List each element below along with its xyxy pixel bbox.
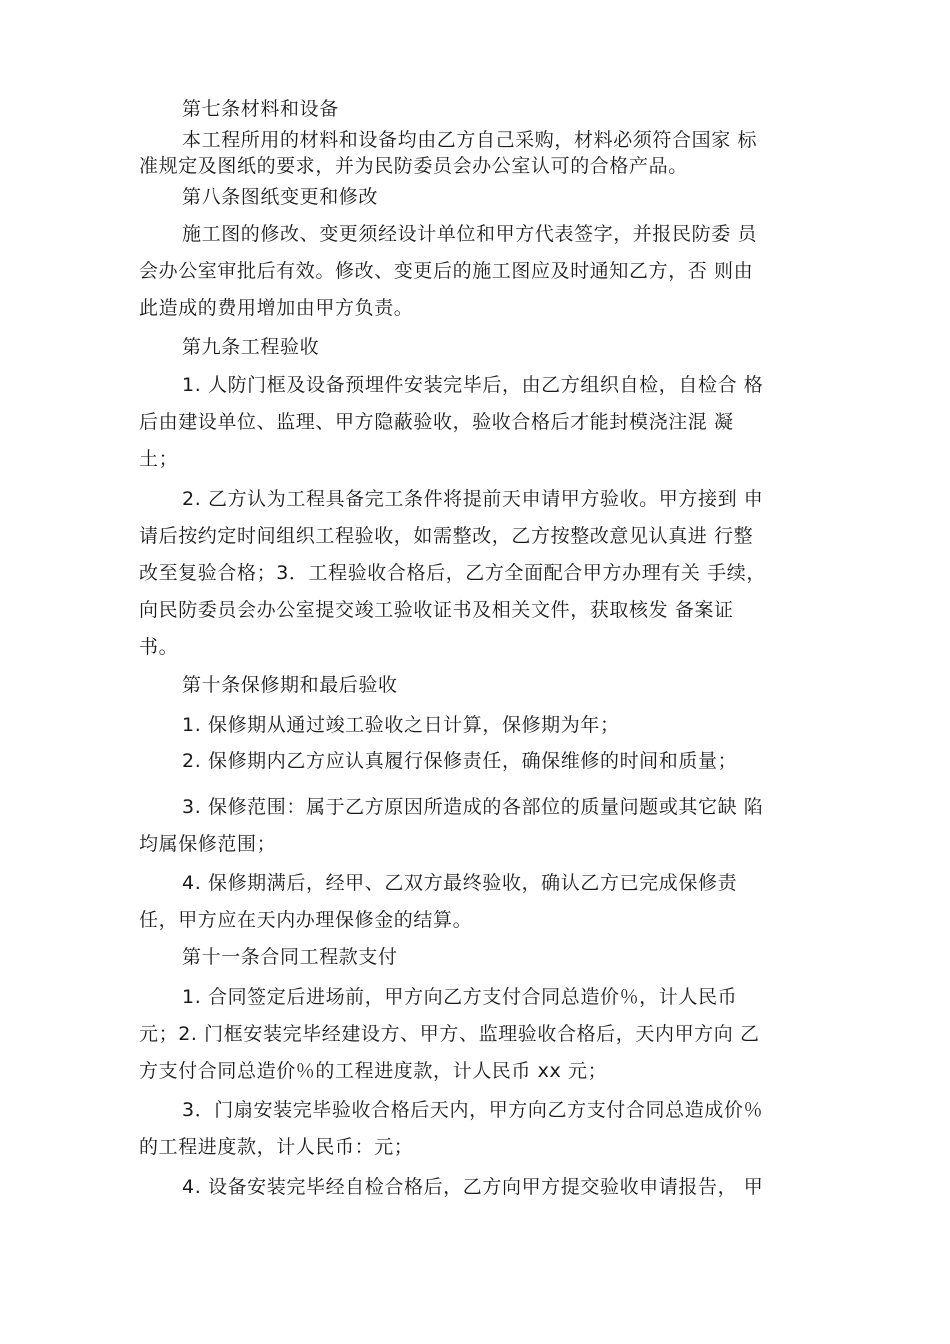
list-item-line: 3. 保修范围：属于乙方原因所造成的各部位的质量问题或其它缺 陷 (182, 796, 764, 818)
heading-article-10: 第十条保修期和最后验收 (182, 674, 398, 696)
list-item-line: 3．门扇安装完毕验收合格后天内，甲方向乙方支付合同总造成价％ (182, 1099, 764, 1121)
heading-article-8: 第八条图纸变更和修改 (182, 186, 379, 208)
list-item-line: 后由建设单位、监理、甲方隐蔽验收，验收合格后才能封模浇注混 凝 (139, 411, 734, 433)
list-item-line: 2. 乙方认为工程具备完工条件将提前天申请甲方验收。甲方接到 申 (182, 488, 764, 510)
list-item-line: 请后按约定时间组织工程验收，如需整改，乙方按整改意见认真进 行整 (139, 525, 754, 547)
list-item-line: 元；2. 门框安装完毕经建设方、甲方、监理验收合格后，天内甲方向 乙 (139, 1023, 760, 1045)
paragraph-line: 本工程所用的材料和设备均由乙方自己采购，材料必须符合国家 标 (182, 129, 758, 151)
list-item-line: 均属保修范围； (139, 833, 277, 855)
heading-article-9: 第九条工程验收 (182, 336, 320, 358)
list-item-line: 4. 设备安装完毕经自检合格后，乙方向甲方提交验收申请报告， 甲 (182, 1176, 764, 1198)
list-item-line: 任，甲方应在天内办理保修金的结算。 (139, 909, 473, 931)
paragraph-line: 准规定及图纸的要求，并为民防委员会办公室认可的合格产品。 (139, 155, 688, 177)
heading-article-7: 第七条材料和设备 (182, 98, 339, 120)
paragraph-line: 会办公室审批后有效。修改、变更后的施工图应及时通知乙方，否 则由 (139, 260, 754, 282)
list-item-line: 4. 保修期满后，经甲、乙双方最终验收，确认乙方已完成保修责 (182, 872, 738, 894)
list-item-line: 向民防委员会办公室提交竣工验收证书及相关文件，获取核发 备案证 (139, 599, 734, 621)
heading-article-11: 第十一条合同工程款支付 (182, 946, 398, 968)
list-item-line: 1. 保修期从通过竣工验收之日计算，保修期为年； (182, 714, 620, 736)
paragraph-line: 此造成的费用增加由甲方负责。 (139, 297, 414, 319)
list-item-line: 方支付合同总造价％的工程进度款，计人民币 xx 元； (139, 1060, 608, 1082)
list-item-line: 书。 (139, 636, 179, 658)
list-item-line: 改至复验合格；3．工程验收合格后，乙方全面配合甲方办理有关 手续， (139, 562, 766, 584)
list-item-line: 1. 合同签定后进场前，甲方向乙方支付合同总造价％，计人民币 (182, 986, 738, 1008)
list-item-line: 1. 人防门框及设备预埋件安装完毕后，由乙方组织自检，自检合 格 (182, 374, 764, 396)
list-item-line: 土； (139, 448, 179, 470)
list-item-line: 的工程进度款，计人民币：元； (139, 1136, 414, 1158)
list-item-line: 2. 保修期内乙方应认真履行保修责任，确保维修的时间和质量； (182, 750, 738, 772)
paragraph-line: 施工图的修改、变更须经设计单位和甲方代表签字，并报民防委 员 (182, 223, 758, 245)
